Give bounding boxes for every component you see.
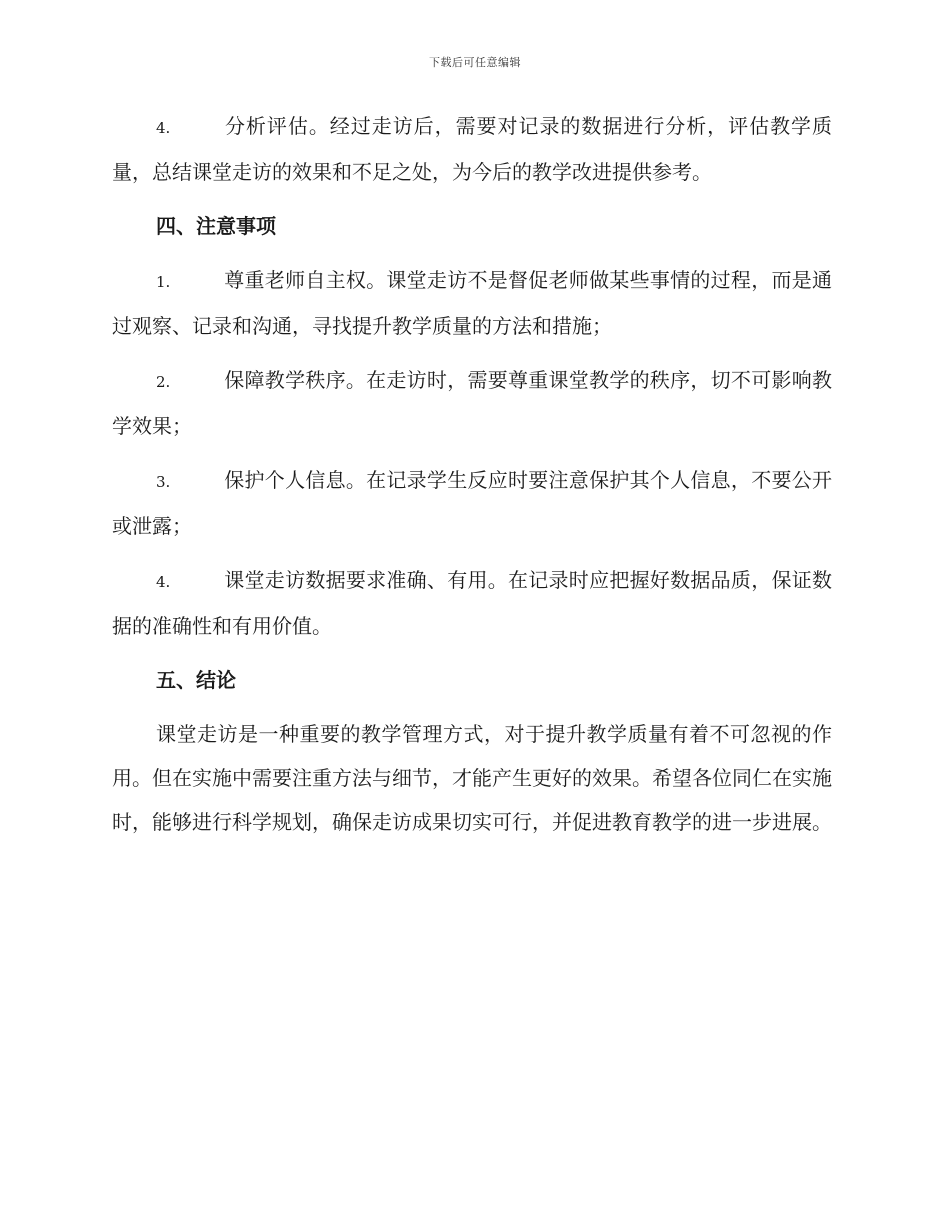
list-item [112,558,832,648]
list-item-text: 课堂走访数据要求准确、有用。在记录时应把握好数据品质，保证数据的准确性和有用价值。 [112,568,832,638]
list-item-number: 4. [156,573,171,591]
page-header-note: 下载后可任意编辑 [429,56,521,69]
section-heading-conclusion: 五、结论 [156,668,236,692]
document-body [112,104,832,854]
list-item [112,458,832,548]
conclusion-paragraph: 课堂走访是一种重要的教学管理方式，对于提升教学质量有着不可忽视的作用。但在实施中需要注重方法与细节，才能产生更好的效果。希望各位同仁在实施时，能够进行科学规划，确保走访成果切实可行，并促进教育教学的进一步进展。 [112,722,832,834]
list-item-text: 保护个人信息。在记录学生反应时要注意保护其个人信息，不要公开或泄露； [112,468,832,538]
list-item [112,258,832,348]
list-item-number: 3. [156,473,171,491]
section-heading-precautions: 四、注意事项 [156,214,276,238]
list-item [112,104,832,194]
list-item-number: 4. [156,119,171,137]
list-item-text: 尊重老师自主权。课堂走访不是督促老师做某些事情的过程，而是通过观察、记录和沟通，寻找提升教学质量的方法和措施； [112,268,832,338]
list-item-number: 1. [156,273,171,291]
list-item-text: 保障教学秩序。在走访时，需要尊重课堂教学的秩序，切不可影响教学效果； [112,368,832,438]
list-item [112,358,832,448]
list-item-number: 2. [156,373,171,391]
list-item-text: 分析评估。经过走访后，需要对记录的数据进行分析，评估教学质量，总结课堂走访的效果和不足之处，为今后的教学改进提供参考。 [112,114,832,184]
